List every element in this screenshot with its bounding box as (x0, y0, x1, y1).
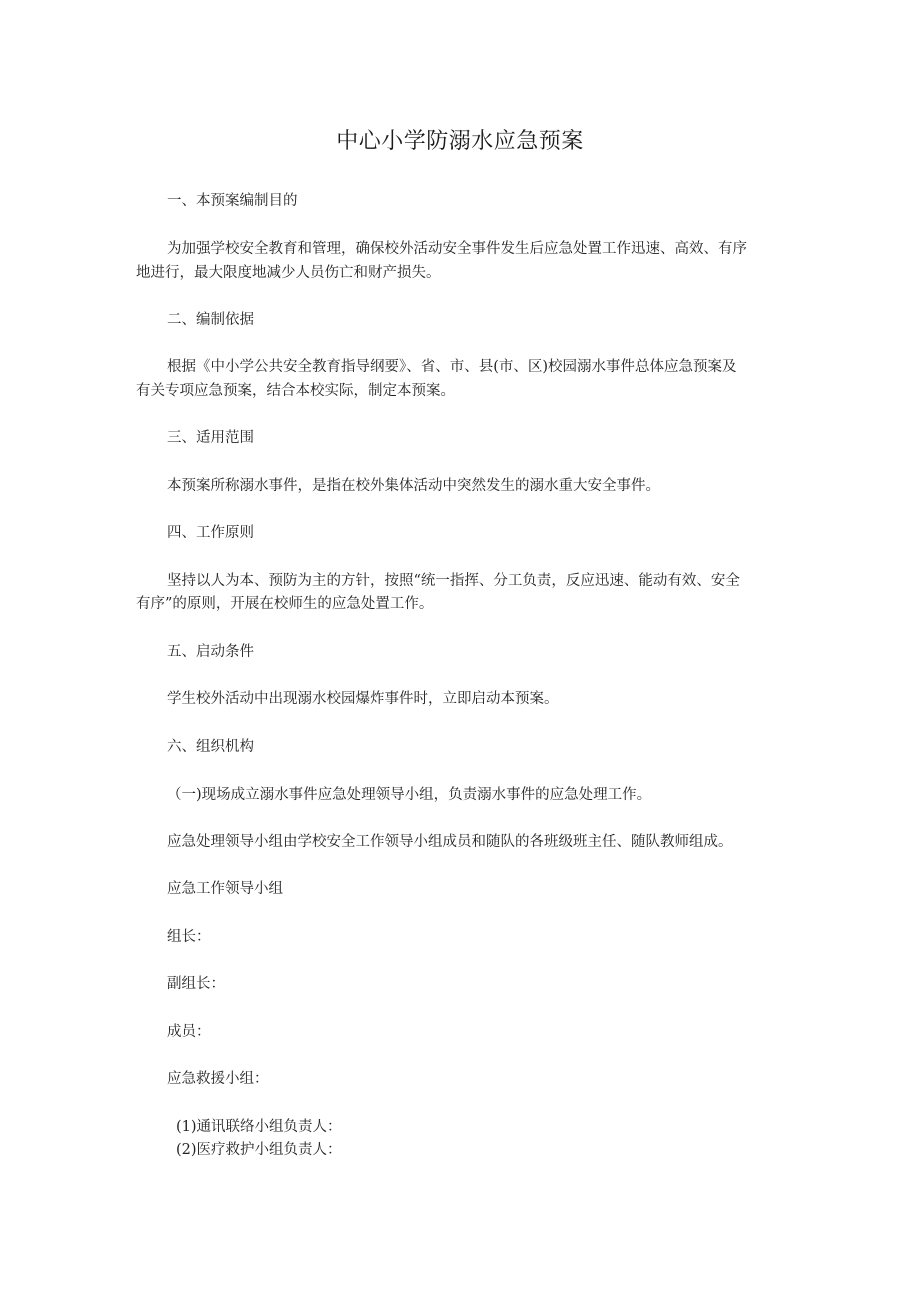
section-2-paragraph-line-2: 有关专项应急预案，结合本校实际，制定本预案。 (136, 383, 455, 399)
list-item-medical: (2)医疗救护小组负责人： (176, 1142, 342, 1158)
section-2-heading: 二、编制依据 (167, 312, 254, 328)
document-title: 中心小学防溺水应急预案 (336, 129, 584, 154)
list-item-communication: (1)通讯联络小组负责人： (176, 1119, 342, 1135)
section-4-paragraph-line-2: 有序”的原则，开展在校师生的应急处置工作。 (136, 596, 434, 612)
section-2-paragraph-line-1: 根据《中小学公共安全教育指导纲要》、省、市、县(市、区)校园溺水事件总体应急预案及 (167, 359, 737, 375)
section-3-heading: 三、适用范围 (167, 430, 254, 446)
section-5-heading: 五、启动条件 (167, 644, 254, 660)
rescue-group-heading: 应急救援小组： (167, 1071, 269, 1087)
section-1-heading: 一、本预案编制目的 (167, 193, 298, 209)
section-4-heading: 四、工作原则 (167, 525, 254, 541)
group-leader-field: 组长： (167, 929, 211, 945)
section-5-paragraph: 学生校外活动中出现溺水校园爆炸事件时，立即启动本预案。 (167, 691, 559, 707)
section-1-paragraph-line-1: 为加强学校安全教育和管理，确保校外活动安全事件发生后应急处置工作迅速、高效、有序 (167, 241, 747, 257)
section-1-paragraph-line-2: 地进行，最大限度地减少人员伤亡和财产损失。 (136, 265, 441, 281)
section-3-paragraph: 本预案所称溺水事件，是指在校外集体活动中突然发生的溺水重大安全事件。 (167, 478, 660, 494)
section-6-paragraph-1: （一)现场成立溺水事件应急处理领导小组，负责溺水事件的应急处理工作。 (167, 787, 652, 803)
deputy-leader-field: 副组长： (167, 976, 225, 992)
section-6-leadership-group: 应急工作领导小组 (167, 881, 283, 897)
section-4-paragraph-line-1: 坚持以人为本、预防为主的方针，按照“统一指挥、分工负责，反应迅速、能动有效、安全 (167, 573, 740, 589)
section-6-paragraph-2: 应急处理领导小组由学校安全工作领导小组成员和随队的各班级班主任、随队教师组成。 (167, 834, 733, 850)
section-6-heading: 六、组织机构 (167, 739, 254, 755)
members-field: 成员： (167, 1024, 211, 1040)
